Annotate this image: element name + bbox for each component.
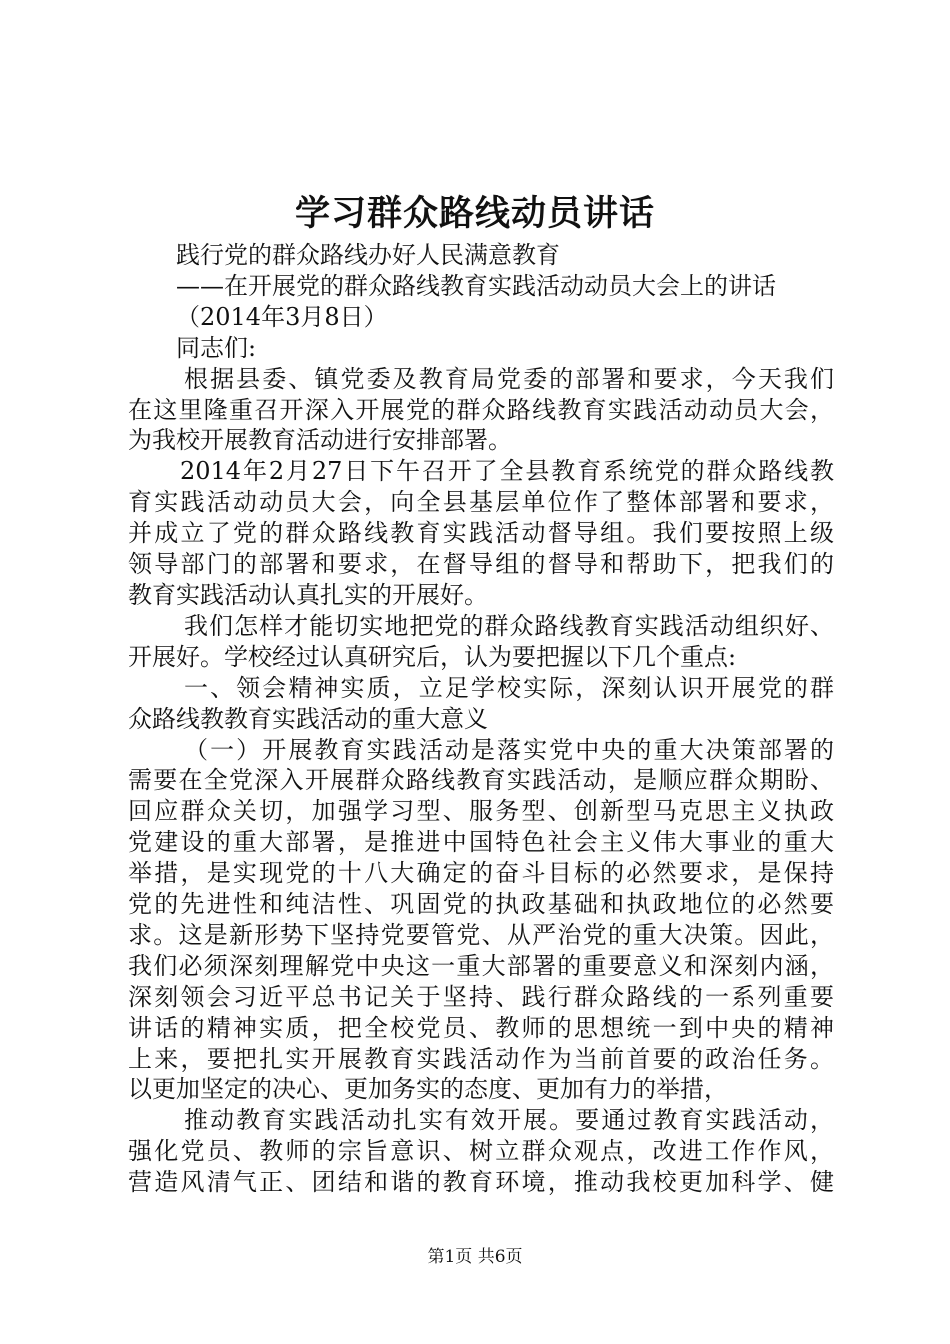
date-line: （2014年3月8日） [176, 302, 388, 331]
paragraph-line: 强化党员、教师的宗旨意识、树立群众观点，改进工作作风， [128, 1137, 834, 1166]
paragraph-line: 党的先进性和纯洁性、巩固党的执政基础和执政地位的必然要 [128, 890, 834, 919]
paragraph-line: 讲话的精神实质，把全校党员、教师的思想统一到中央的精神 [128, 1013, 834, 1042]
paragraph-line: 在这里隆重召开深入开展党的群众路线教育实践活动动员大会， [128, 395, 834, 424]
document-body [128, 240, 834, 1198]
paragraph-line: 为我校开展教育活动进行安排部署。 [128, 426, 512, 455]
salutation-line: 同志们: [176, 333, 257, 362]
paragraph-line: 领导部门的部署和要求，在督导组的督导和帮助下，把我们的 [128, 550, 834, 579]
paragraph-line: 上来，要把扎实开展教育实践活动作为当前首要的政治任务。 [128, 1044, 834, 1073]
paragraph-line: 我们怎样才能切实地把党的群众路线教育实践活动组织好、 [184, 611, 834, 640]
paragraph-line: 求。这是新形势下坚持党要管党、从严治党的重大决策。因此， [128, 920, 834, 949]
paragraph-line: 营造风清气正、团结和谐的教育环境，推动我校更加科学、健 [128, 1168, 834, 1197]
paragraph-line: 需要在全党深入开展群众路线教育实践活动，是顺应群众期盼、 [128, 766, 834, 795]
paragraph-line: 我们必须深刻理解党中央这一重大部署的重要意义和深刻内涵， [128, 951, 834, 980]
paragraph-line: 党建设的重大部署，是推进中国特色社会主义伟大事业的重大 [128, 828, 834, 857]
paragraph-line: 举措，是实现党的十八大确定的奋斗目标的必然要求，是保持 [128, 859, 834, 888]
paragraph-line: 育实践活动动员大会，向全县基层单位作了整体部署和要求， [128, 488, 834, 517]
subtitle-line: 践行党的群众路线办好人民满意教育 [176, 241, 560, 269]
paragraph-line: 回应群众关切，加强学习型、服务型、创新型马克思主义执政 [128, 797, 834, 826]
paragraph-line: 并成立了党的群众路线教育实践活动督导组。我们要按照上级 [128, 519, 834, 548]
paragraph-line: 推动教育实践活动扎实有效开展。要通过教育实践活动， [184, 1106, 834, 1135]
section-heading-line: 一、领会精神实质，立足学校实际，深刻认识开展党的群 [184, 673, 834, 702]
paragraph-line: 教育实践活动认真扎实的开展好。 [128, 580, 488, 609]
section-heading-line: 众路线教教育实践活动的重大意义 [128, 704, 488, 733]
page-footer: 第1页 共6页 [427, 1247, 523, 1267]
paragraph-line: 以更加坚定的决心、更加务实的态度、更加有力的举措， [128, 1075, 728, 1104]
paragraph-line: 根据县委、镇党委及教育局党委的部署和要求，今天我们 [184, 364, 834, 393]
paragraph-line: 开展好。学校经过认真研究后，认为要把握以下几个重点: [128, 642, 737, 671]
subtitle-line: ——在开展党的群众路线教育实践活动动员大会上的讲话 [176, 271, 776, 300]
paragraph-line: 2014年2月27日下午召开了全县教育系统党的群众路线教 [180, 457, 834, 486]
paragraph-line: 深刻领会习近平总书记关于坚持、践行群众路线的一系列重要 [128, 982, 834, 1011]
paragraph-line: （一）开展教育实践活动是落实党中央的重大决策部署的 [184, 735, 834, 764]
document-title: 学习群众路线动员讲话 [294, 194, 655, 234]
